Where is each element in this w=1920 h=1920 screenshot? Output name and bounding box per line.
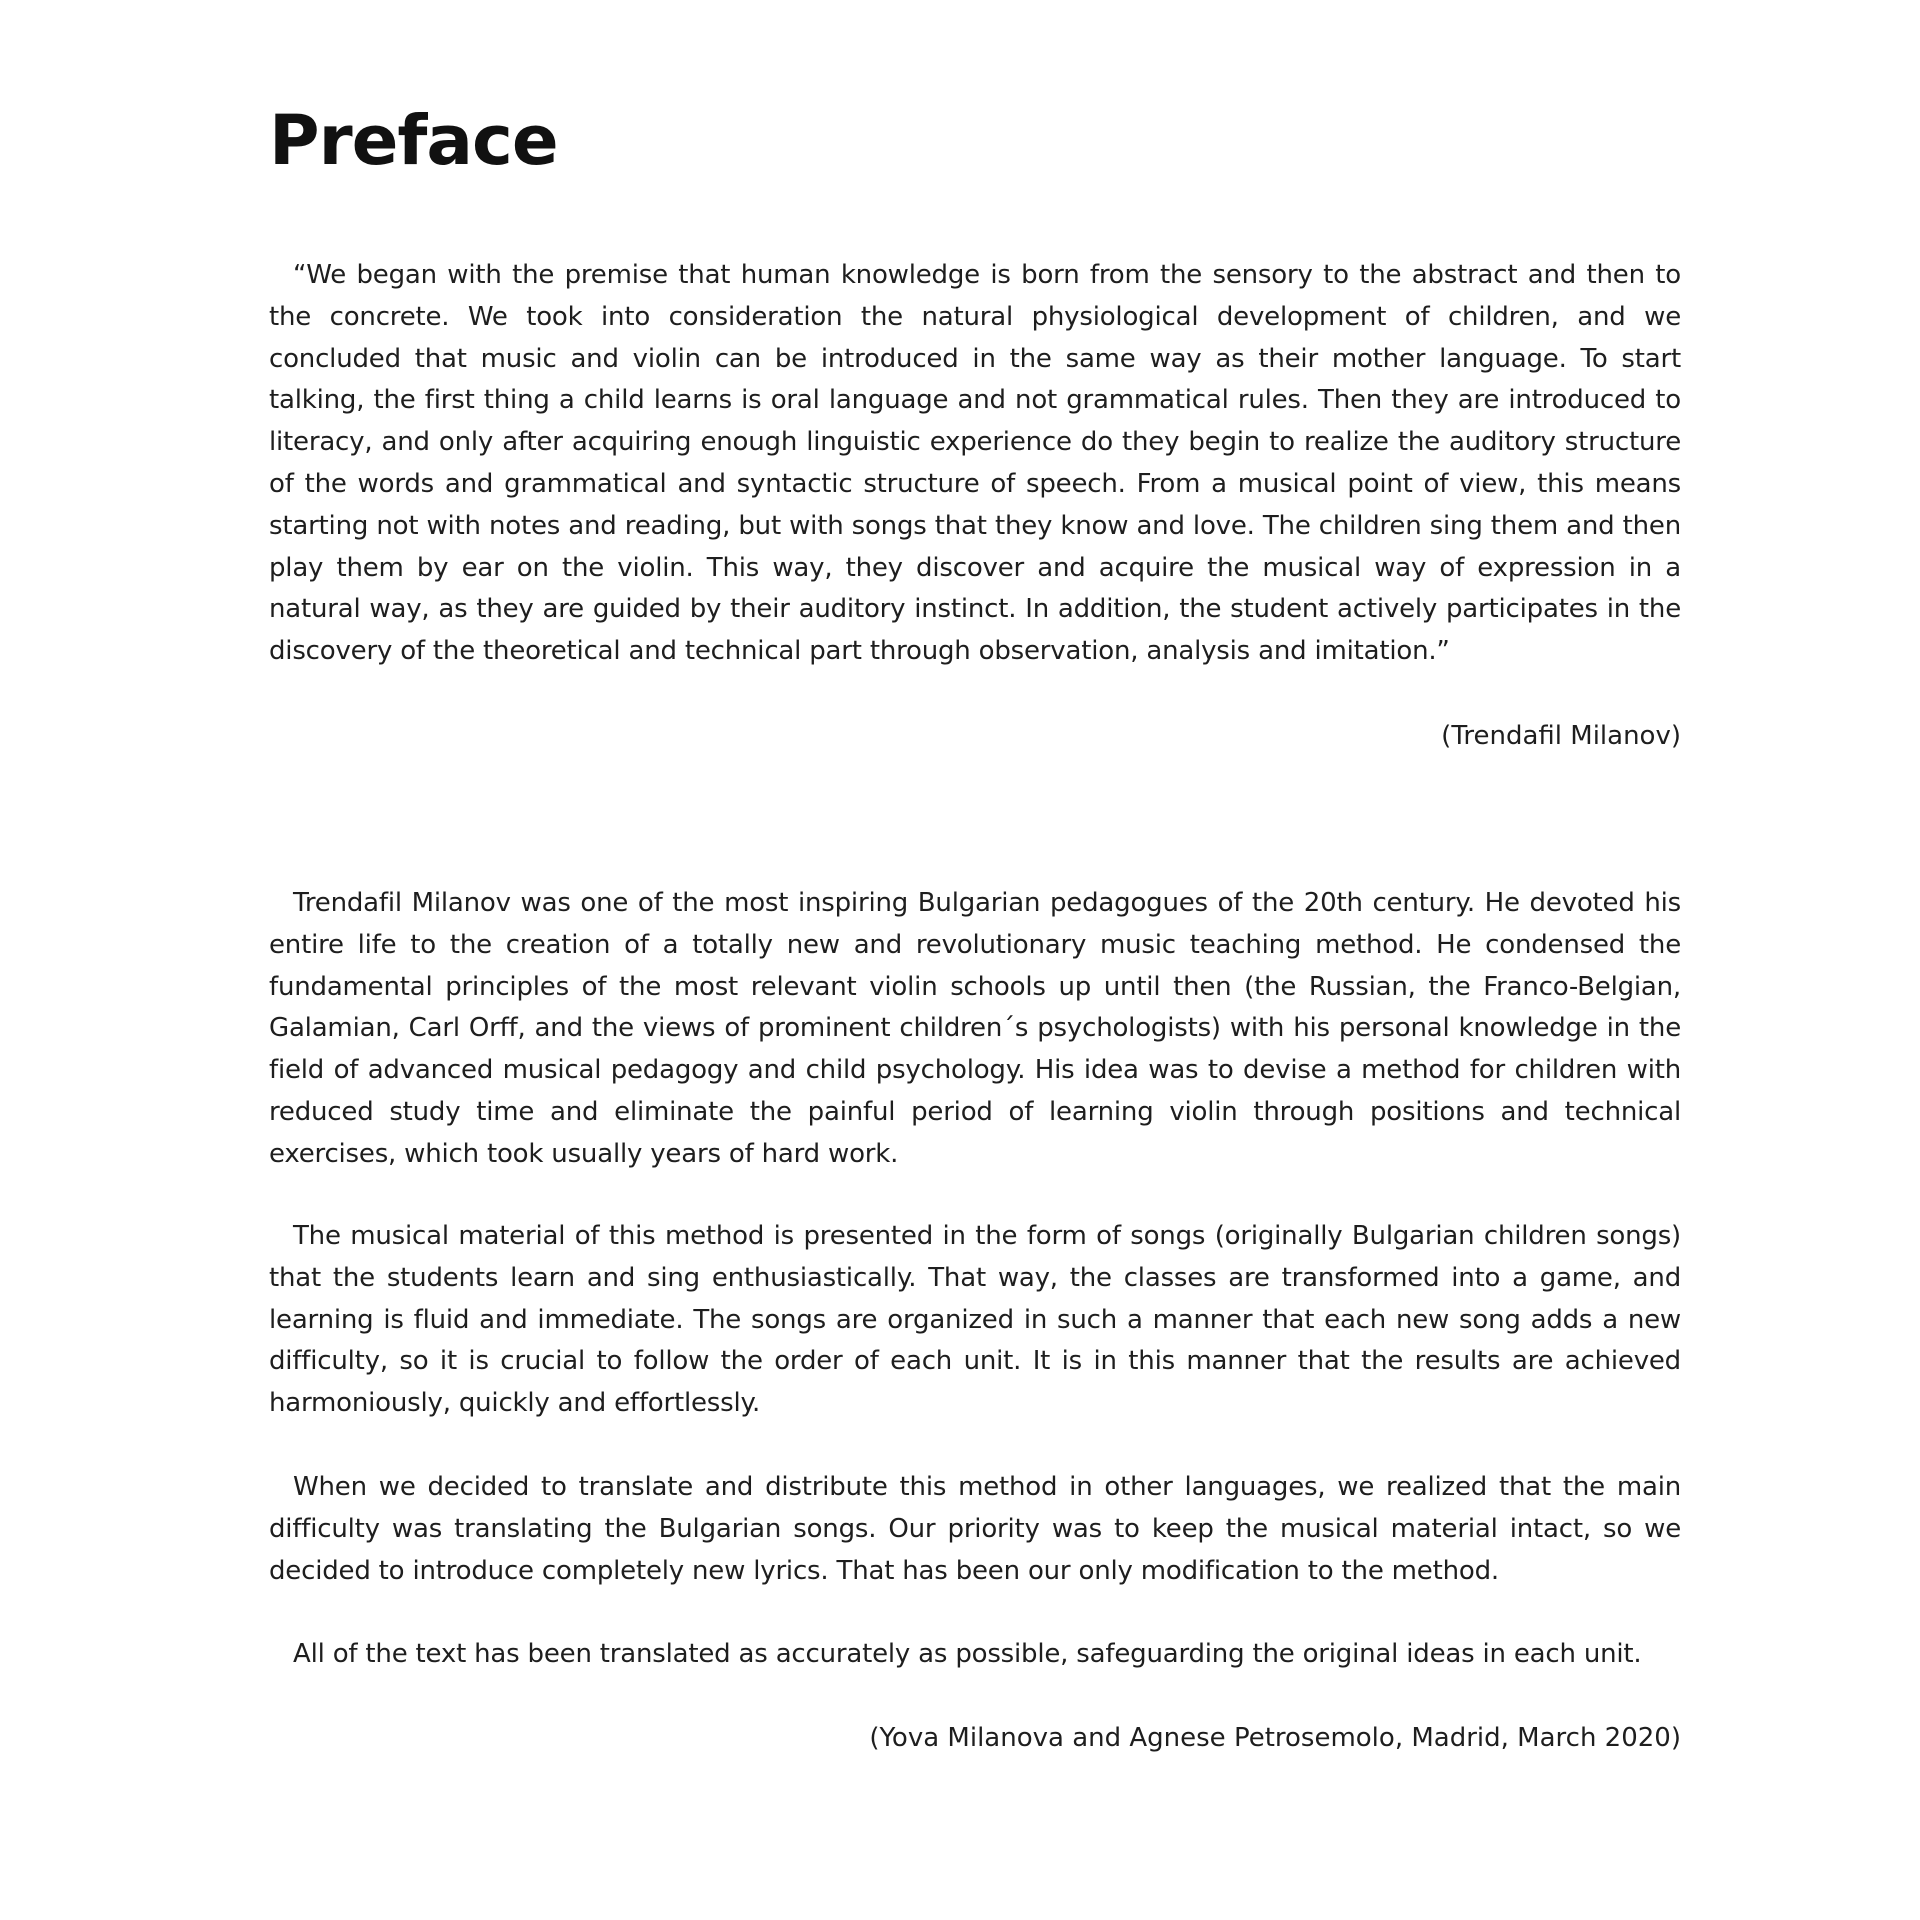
quote-paragraph: “We began with the premise that human knowledge is born from the sensory to the abstract and then to the concrete. We took into consideration the natural physiological development of children, and we concluded that music and violin can be introduced in the same way as their mother language. To start talking, the first thing a child learns is oral language and not grammatical rules. Then they are introduced to literacy, and only after acquiring enough linguistic experience do they begin to realize the auditory structure of the words and grammatical and syntactic structure of speech. From a musical point of view, this means starting not with notes and reading, but with songs that they know and love. The children sing them and then play them by ear on the violin. This way, they discover and acquire the musical way of expression in a natural way, as they are guided by their auditory instinct. In addition, the student actively participates in the discovery of the theoretical and technical part through observation, analysis and imitation.”: [269, 260, 1681, 667]
body-paragraph-3: When we decided to translate and distribute this method in other languages, we realized that the main difficulty was translating the Bulgarian songs. Our priority was to keep the musical material intact, so we decided to introduce completely new lyrics. That has been our only modification to the method.: [269, 1472, 1681, 1586]
quote-attribution: (Trendafil Milanov): [1441, 721, 1681, 751]
page-title: Preface: [269, 101, 558, 181]
document-page: [269, 0, 1681, 1920]
body-paragraph-4: All of the text has been translated as accurately as possible, safeguarding the original ideas in each unit.: [293, 1639, 1642, 1669]
closing-attribution: (Yova Milanova and Agnese Petrosemolo, Madrid, March 2020): [869, 1723, 1681, 1753]
body-paragraph-2: The musical material of this method is presented in the form of songs (originally Bulgarian children songs) that the students learn and sing enthusiastically. That way, the classes are transformed into a game, and learning is fluid and immediate. The songs are organized in such a manner that each new song adds a new difficulty, so it is crucial to follow the order of each unit. It is in this manner that the results are achieved harmoniously, quickly and effortlessly.: [269, 1221, 1681, 1419]
body-paragraph-1: Trendafil Milanov was one of the most inspiring Bulgarian pedagogues of the 20th century. He devoted his entire life to the creation of a totally new and revolutionary music teaching method. He condensed the fundamental principles of the most relevant violin schools up until then (the Russian, the Franco-Belgian, Galamian, Carl Orff, and the views of prominent children´s psychologists) with his personal knowledge in the field of advanced musical pedagogy and child psychology. His idea was to devise a method for children with reduced study time and eliminate the painful period of learning violin through positions and technical exercises, which took usually years of hard work.: [269, 888, 1681, 1169]
